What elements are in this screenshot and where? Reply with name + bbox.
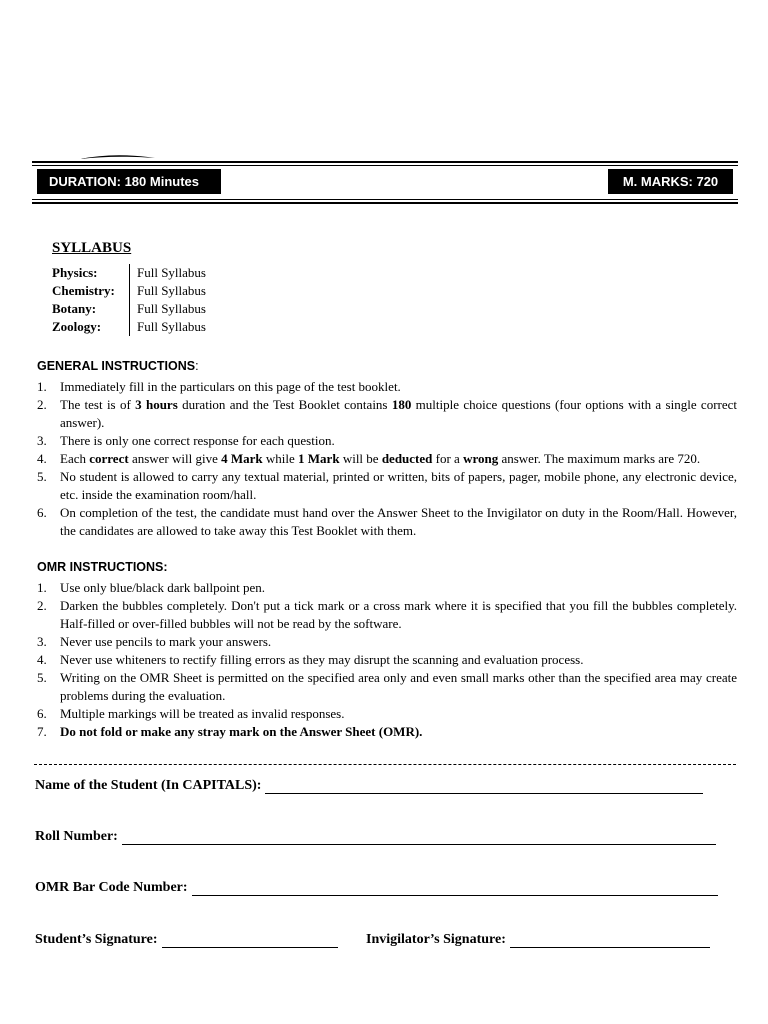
omr-barcode-field[interactable] [35, 880, 718, 896]
subject-syllabus: Full Syllabus [129, 264, 206, 282]
omr-barcode-input-line[interactable] [192, 881, 718, 896]
student-signature-field[interactable] [35, 932, 338, 948]
roll-number-label: Roll Number: [35, 829, 118, 844]
max-marks-label: M. MARKS: 720 [608, 169, 733, 194]
syllabus-row [52, 318, 206, 336]
student-signature-input-line[interactable] [162, 933, 338, 948]
list-item: 4. Each correct answer will give 4 Mark while 1 Mark will be deducted for a wrong answer. The maximum marks are 720. [37, 451, 701, 466]
header-swoosh [80, 154, 155, 160]
invigilator-signature-input-line[interactable] [510, 933, 710, 948]
subject-name: Zoology: [52, 319, 102, 334]
omr-barcode-label: OMR Bar Code Number: [35, 880, 188, 895]
list-item: 5. Writing on the OMR Sheet is permitted on the specified area only and even small marks other than the specified area may create problems during the evaluation. [37, 670, 737, 703]
student-name-label: Name of the Student (In CAPITALS): [35, 778, 262, 793]
roll-number-input-line[interactable] [122, 830, 716, 845]
subject-syllabus: Full Syllabus [129, 300, 206, 318]
syllabus-table [52, 264, 206, 336]
list-item: 3. Never use pencils to mark your answers. [37, 634, 272, 649]
header-rule-bottom-thin [32, 199, 738, 200]
subject-name: Chemistry: [52, 283, 115, 298]
list-item: 6. On completion of the test, the candidate must hand over the Answer Sheet to the Invigilator on duty in the Room/Hall. However, the candidates are allowed to take away this Test Booklet with them. [37, 505, 737, 538]
syllabus-title: SYLLABUS [52, 240, 132, 256]
invigilator-signature-label: Invigilator’s Signature: [366, 932, 506, 947]
list-item: 1. Use only blue/black dark ballpoint pen. [37, 580, 266, 595]
roll-number-field[interactable] [35, 829, 716, 845]
list-item: 7. Do not fold or make any stray mark on the Answer Sheet (OMR). [37, 724, 423, 739]
list-item: 1. Immediately fill in the particulars on this page of the test booklet. [37, 379, 401, 394]
cut-line [34, 764, 736, 765]
header-rule-bottom [32, 202, 738, 204]
subject-syllabus: Full Syllabus [129, 318, 206, 336]
syllabus-row [52, 300, 206, 318]
general-instructions-heading: GENERAL INSTRUCTIONS: [37, 359, 199, 373]
duration-label: DURATION: 180 Minutes [37, 169, 221, 194]
omr-instructions-list [37, 579, 737, 741]
student-name-input-line[interactable] [265, 779, 703, 794]
syllabus-row [52, 282, 206, 300]
header-rule-thin [32, 165, 738, 166]
subject-syllabus: Full Syllabus [129, 282, 206, 300]
list-item: 5. No student is allowed to carry any textual material, printed or written, bits of papers, pager, mobile phone, any electronic device, etc. inside the examination room/hall. [37, 469, 737, 502]
general-instructions-list [37, 378, 737, 540]
invigilator-signature-field[interactable] [366, 932, 710, 948]
list-item: 3. There is only one correct response for each question. [37, 433, 335, 448]
student-signature-label: Student’s Signature: [35, 932, 158, 947]
header-rule [32, 161, 738, 163]
syllabus-row [52, 264, 206, 282]
list-item: 6. Multiple markings will be treated as invalid responses. [37, 706, 345, 721]
subject-name: Botany: [52, 301, 97, 316]
subject-name: Physics: [52, 265, 98, 280]
list-item: 2. The test is of 3 hours duration and the Test Booklet contains 180 multiple choice questions (four options with a single correct answer). [37, 397, 738, 430]
list-item: 2. Darken the bubbles completely. Don't put a tick mark or a cross mark where it is specified that you fill the bubbles completely. Half-filled or over-filled bubbles will not be read by the software. [37, 598, 737, 631]
omr-instructions-heading: OMR INSTRUCTIONS: [37, 560, 168, 574]
list-item: 4. Never use whiteners to rectify filling errors as they may disrupt the scanning and evaluation process. [37, 652, 584, 667]
student-name-field[interactable] [35, 778, 703, 794]
